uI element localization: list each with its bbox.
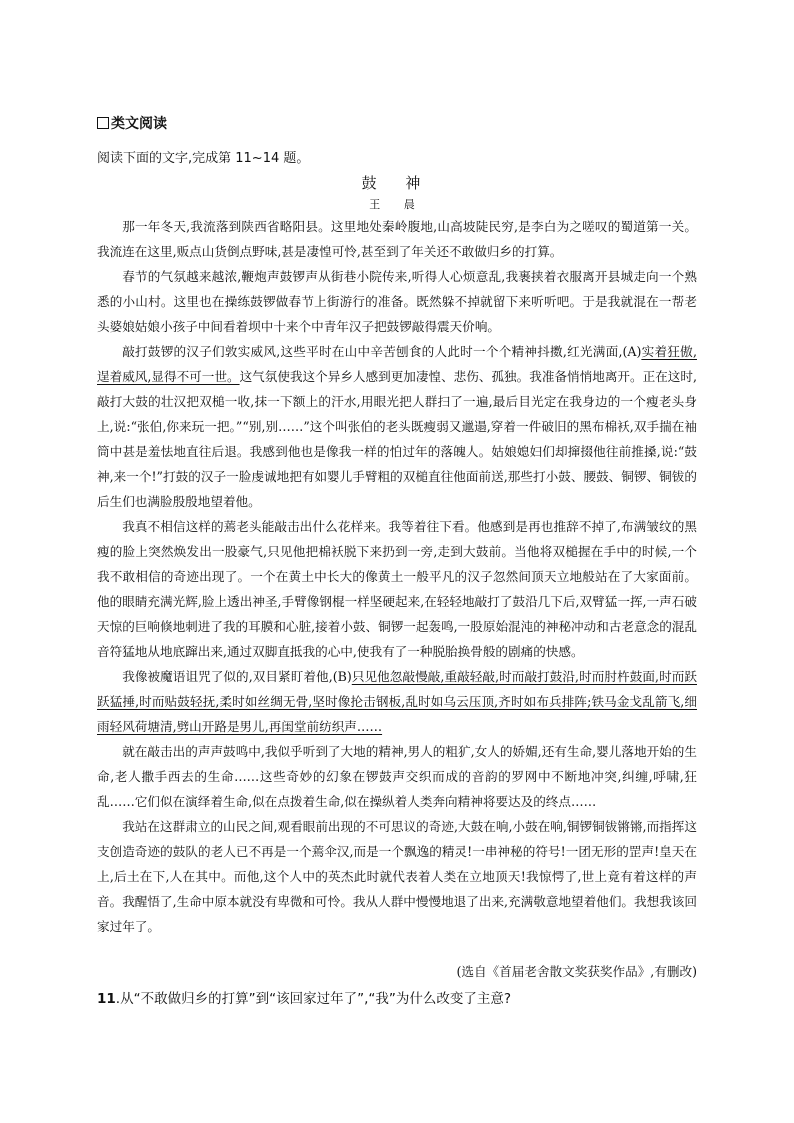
question-number: 11	[97, 991, 116, 1007]
paragraph-2: 春节的气氛越来越浓,鞭炮声鼓锣声从街巷小院传来,听得人心烦意乱,我裹挟着衣服离开县城走向一个熟悉的小山村。这里也在操练鼓锣做春节上街游行的准备。既然躲不掉就留下来听听吧。于是我就混在一帮老头婆娘姑娘小孩子中间看着坝中十来个中青年汉子把鼓锣敲得震天价响。	[97, 269, 697, 334]
article-body	[97, 214, 697, 939]
section-heading	[97, 113, 167, 133]
reading-instruction: 阅读下面的文字,完成第 11~14 题。	[97, 151, 310, 166]
paragraph-3-rest: 这气氛使我这个异乡人感到更加凄惶、悲伤、孤独。我准备悄悄地离开。正在这时,敲打大鼓的壮汉把双槌一收,抹一下额上的汗水,用眼光把人群扫了一遍,最后目光定在我身边的一个瘦老头身上,说:“张伯,你来玩一把。”“别,别……”这个叫张伯的老头既瘦弱又邋遢,穿着一件破旧的黑布棉袄,双手揣在袖筒中甚是羞怯地直往后退。我感到他也是像我一样的怕过年的落魄人。姑娘媳妇们却撺掇他往前推搡,说:“鼓神,来一个!”打鼓的汉子一脸虔诚地把有如婴儿手臂粗的双槌直往他面前送,那些打小鼓、腰鼓、铜锣、铜钹的后生们也满脸殷殷地望着他。	[97, 369, 697, 509]
paragraph-1: 那一年冬天,我流落到陕西省略阳县。这里地处秦岭腹地,山高坡陡民穷,是李白为之嗟叹的蜀道第一关。我流连在这里,贩点山货倒点野味,甚是凄惶可怜,甚至到了年关还不敢做归乡的打算。	[97, 219, 697, 259]
paragraph-5	[97, 664, 697, 739]
section-title-text: 类文阅读	[111, 116, 167, 132]
underlined-sentence-b: 只见他忽敲慢敲,重敲轻敲,时而敲打鼓沿,时而肘杵鼓面,时而跃跃猛捶,时而贴鼓轻抚,柔时如丝绸无骨,坚时像抡击钢板,乱时如乌云压顶,齐时如布兵排阵;铁马金戈乱箭飞,细雨轻风荷塘清,劈山开路是男儿,再闺堂前纺织声……	[97, 669, 697, 734]
paragraph-4: 我真不相信这样的蔫老头能敲击出什么花样来。我等着往下看。他感到是再也推辞不掉了,布满皱纹的黑瘦的脸上突然焕发出一股豪气,只见他把棉袄脱下来扔到一旁,走到大鼓前。当他将双槌握在手中的时候,一个我不敢相信的奇迹出现了。一个在黄土中长大的像黄土一般平凡的汉子忽然间顶天立地般站在了大家面前。他的眼睛充满光辉,脸上透出神圣,手臂像钢棍一样坚硬起来,在轻轻地敲打了鼓沿几下后,双臂猛一挥,一声石破天惊的巨响倏地刺进了我的耳膜和心脏,接着小鼓、铜锣一起轰鸣,一股原始混沌的神秘冲动和古老意念的混乱音符猛地从地底蹿出来,通过双脚直抵我的心中,使我有了一种脱胎换骨般的剧痛的快感。	[97, 519, 697, 659]
paragraph-3-lead: 敲打鼓锣的汉子们敦实威风,这些平时在山中辛苦刨食的人此时一个个精神抖擞,红光满面,(A)	[122, 344, 642, 359]
paragraph-7: 我站在这群肃立的山民之间,观看眼前出现的不可思议的奇迹,大鼓在响,小鼓在响,铜锣铜钹锵锵,而指挥这支创造奇迹的鼓队的老人已不再是一个蔫伞汉,而是一个飘逸的精灵!一串神秘的符号!一团无形的罡声!皇天在上,后土在下,人在其中。而他,这个人中的英杰此时就代表着人类在立地顶天!我惊愕了,世上竟有着这样的声音。我醒悟了,生命中原本就没有卑微和可怜。我从人群中慢慢地退了出来,充满敬意地望着他们。我想我该回家过年了。	[97, 819, 697, 934]
paragraph-5-lead: 我像被魔语诅咒了似的,双目紧盯着他,(B)	[122, 669, 352, 684]
article-title: 鼓 神	[361, 174, 433, 192]
paragraph-6: 就在敲击出的声声鼓鸣中,我似乎听到了大地的精神,男人的粗犷,女人的娇媚,还有生命,婴儿落地开始的生命,老人撒手西去的生命……这些奇妙的幻象在锣鼓声交织而成的音韵的罗网中不断地冲突,纠缠,呼啸,狂乱……它们似在演绎着生命,似在点拨着生命,似在操纵着人类奔向精神将要达及的终点……	[97, 744, 697, 809]
paragraph-3	[97, 339, 697, 514]
question-11	[97, 987, 511, 1007]
underlined-sentence-a: 实着狂傲,逞着威风,显得不可一世。	[97, 344, 697, 384]
article-source: (选自《首届老舍散文奖获奖作品》,有删改)	[456, 964, 697, 979]
question-text: .从“不敢做归乡的打算”到“该回家过年了”,“我”为什么改变了主意?	[115, 991, 512, 1007]
article-author: 王 晨	[369, 198, 425, 211]
checkbox-square-icon	[97, 117, 109, 129]
